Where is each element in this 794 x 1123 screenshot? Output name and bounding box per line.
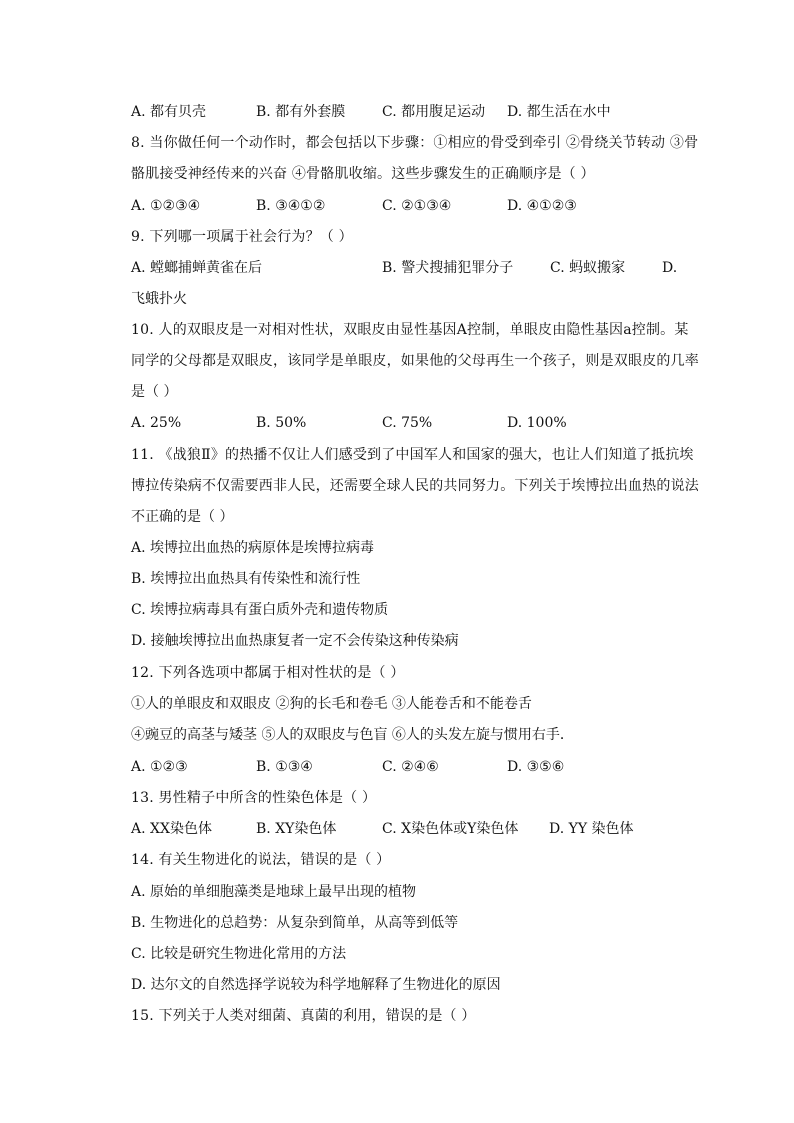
q10-stem-line2: 同学的父母都是双眼皮，该同学是单眼皮，如果他的父母再生一个孩子，则是双眼皮的几率 — [131, 353, 699, 369]
q9-option-b: B. 警犬搜捕犯罪分子 — [382, 260, 514, 276]
q8-stem-line2: 骼肌接受神经传来的兴奋 ④骨骼肌收缩。这些步骤发生的正确顺序是（ ） — [131, 166, 595, 182]
q9-option-a: A. 螳螂捕蝉黄雀在后 — [131, 260, 263, 276]
q9-option-d-label: D. — [662, 260, 678, 276]
q14-option-d: D. 达尔文的自然选择学说较为科学地解释了生物进化的原因 — [131, 977, 501, 993]
q10-stem-line3: 是（ ） — [131, 384, 178, 400]
q12-statements-line1: ①人的单眼皮和双眼皮 ②狗的长毛和卷毛 ③人能卷舌和不能卷舌 — [131, 696, 532, 712]
q9-stem: 9. 下列哪一项属于社会行为？（ ） — [131, 229, 353, 245]
q10-option-c: C. 75% — [382, 415, 433, 431]
q11-option-b: B. 埃博拉出血热具有传染性和流行性 — [131, 571, 361, 587]
q11-stem-line3: 不正确的是（ ） — [131, 509, 234, 525]
q14-option-b: B. 生物进化的总趋势：从复杂到简单，从高等到低等 — [131, 915, 459, 931]
q11-option-c: C. 埃博拉病毒具有蛋白质外壳和遗传物质 — [131, 602, 389, 618]
q11-stem-line2: 博拉传染病不仅需要西非人民，还需要全球人民的共同努力。下列关于埃博拉出血热的说法 — [131, 478, 699, 494]
q11-option-a: A. 埃博拉出血热的病原体是埃博拉病毒 — [131, 540, 375, 556]
q7-option-b: B. 都有外套膜 — [256, 104, 346, 120]
q8-stem-line1: 8. 当你做任何一个动作时，都会包括以下步骤：①相应的骨受到牵引 ②骨绕关节转动 ③骨 — [131, 135, 699, 151]
q9-option-d-text: 飞蛾扑火 — [131, 291, 187, 307]
q9-option-c: C. 蚂蚁搬家 — [550, 260, 626, 276]
q11-option-d: D. 接触埃博拉出血热康复者一定不会传染这种传染病 — [131, 633, 459, 649]
q10-stem-line1: 10. 人的双眼皮是一对相对性状，双眼皮由显性基因A控制，单眼皮由隐性基因a控制。某 — [131, 322, 689, 338]
q7-option-d: D. 都生活在水中 — [507, 104, 611, 120]
q11-stem-line1: 11. 《战狼Ⅱ》的热播不仅让人们感受到了中国军人和国家的强大，也让人们知道了抵抗埃 — [131, 447, 694, 463]
q7-option-c: C. 都用腹足运动 — [382, 104, 486, 120]
q13-stem: 13. 男性精子中所含的性染色体是（ ） — [131, 790, 377, 806]
q13-option-d: D. YY 染色体 — [549, 821, 634, 837]
q14-option-c: C. 比较是研究生物进化常用的方法 — [131, 946, 347, 962]
q12-option-c: C. ②④⑥ — [382, 759, 439, 775]
q7-option-a: A. 都有贝壳 — [131, 104, 207, 120]
q8-option-a: A. ①②③④ — [131, 198, 201, 214]
q8-option-c: C. ②①③④ — [382, 198, 452, 214]
q12-option-a: A. ①②③ — [131, 759, 188, 775]
q13-option-a: A. XX染色体 — [131, 821, 212, 837]
q13-option-b: B. XY染色体 — [256, 821, 337, 837]
q10-option-d: D. 100% — [507, 415, 567, 431]
q15-stem: 15. 下列关于人类对细菌、真菌的利用，错误的是（ ） — [131, 1008, 476, 1024]
q12-option-d: D. ③⑤⑥ — [507, 759, 565, 775]
q14-option-a: A. 原始的单细胞藻类是地球上最早出现的植物 — [131, 884, 417, 900]
q12-option-b: B. ①③④ — [256, 759, 313, 775]
q8-option-b: B. ③④①② — [256, 198, 326, 214]
q10-option-a: A. 25% — [131, 415, 182, 431]
q12-statements-line2: ④豌豆的高茎与矮茎 ⑤人的双眼皮与色盲 ⑥人的头发左旋与惯用右手． — [131, 727, 574, 743]
q8-option-d: D. ④①②③ — [507, 198, 577, 214]
q14-stem: 14. 有关生物进化的说法，错误的是（ ） — [131, 852, 391, 868]
q12-stem: 12. 下列各选项中都属于相对性状的是（ ） — [131, 665, 405, 681]
q10-option-b: B. 50% — [256, 415, 307, 431]
q13-option-c: C. X染色体或Y染色体 — [382, 821, 519, 837]
